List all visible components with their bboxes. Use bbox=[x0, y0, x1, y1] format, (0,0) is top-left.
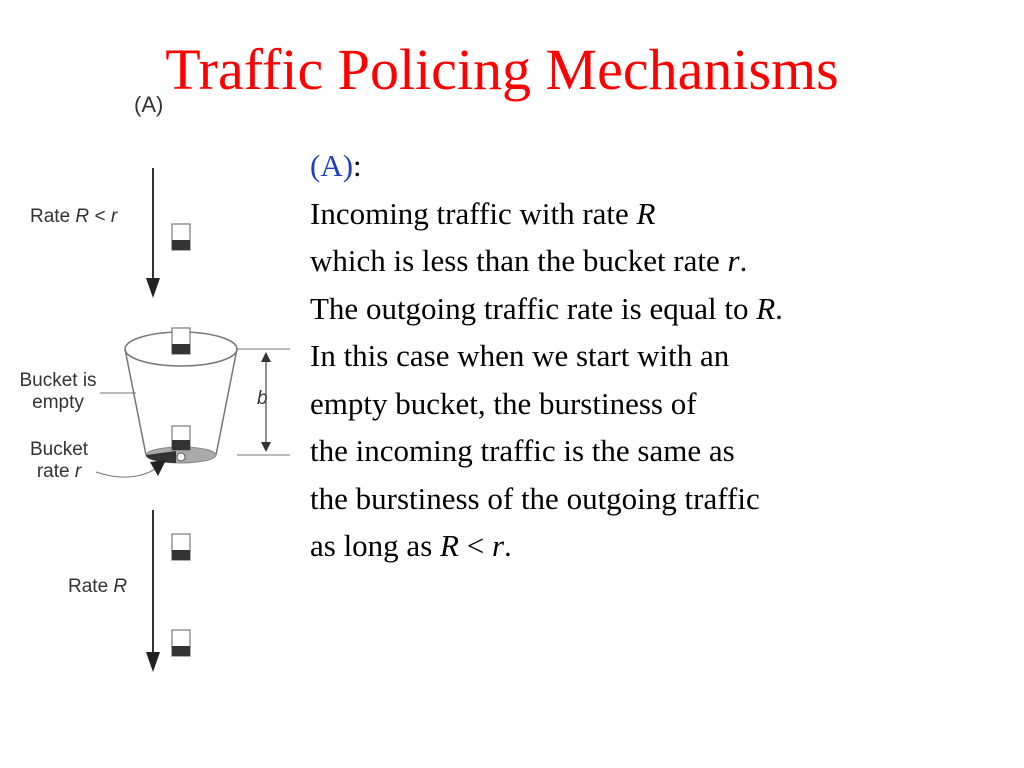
panel-label: (A) bbox=[134, 92, 164, 117]
explanation-text bbox=[310, 142, 1010, 570]
diagram-graphics bbox=[0, 90, 300, 690]
token-bucket-diagram bbox=[0, 90, 300, 690]
text-line-8: as long as R < r. bbox=[310, 528, 512, 563]
text-line-7: the burstiness of the outgoing traffic bbox=[310, 480, 760, 516]
text-line-3: The outgoing traffic rate is equal to R. bbox=[310, 290, 783, 326]
bucket-packet-top bbox=[172, 328, 190, 354]
incoming-rate-label: Rate R < r bbox=[30, 206, 118, 227]
outgoing-packet-2 bbox=[172, 630, 190, 656]
bucket-drain-arrow bbox=[150, 460, 166, 476]
text-line-2: which is less than the bucket rate r. bbox=[310, 243, 748, 278]
bucket-depth-label: b bbox=[257, 388, 268, 409]
depth-dimension bbox=[237, 349, 290, 455]
text-heading: (A): bbox=[310, 148, 362, 183]
incoming-packet-1 bbox=[172, 224, 190, 250]
incoming-arrow-head bbox=[146, 278, 160, 298]
text-line-5: empty bucket, the burstiness of bbox=[310, 385, 697, 421]
rate-leader-line bbox=[96, 464, 160, 477]
bucket-rate-label: Bucket rate r bbox=[29, 439, 89, 482]
outgoing-packet-1 bbox=[172, 534, 190, 560]
bucket-packet-bottom bbox=[172, 426, 190, 450]
outgoing-arrow-head bbox=[146, 652, 160, 672]
outgoing-rate-label: Rate R bbox=[68, 576, 128, 597]
text-line-6: the incoming traffic is the same as bbox=[310, 433, 735, 468]
slide-title: Traffic Policing Mechanisms bbox=[165, 37, 839, 102]
bucket-empty-label: Bucket is empty bbox=[19, 370, 97, 413]
text-line-1: Incoming traffic with rate R bbox=[310, 195, 656, 231]
text-line-4: In this case when we start with an bbox=[310, 338, 730, 373]
